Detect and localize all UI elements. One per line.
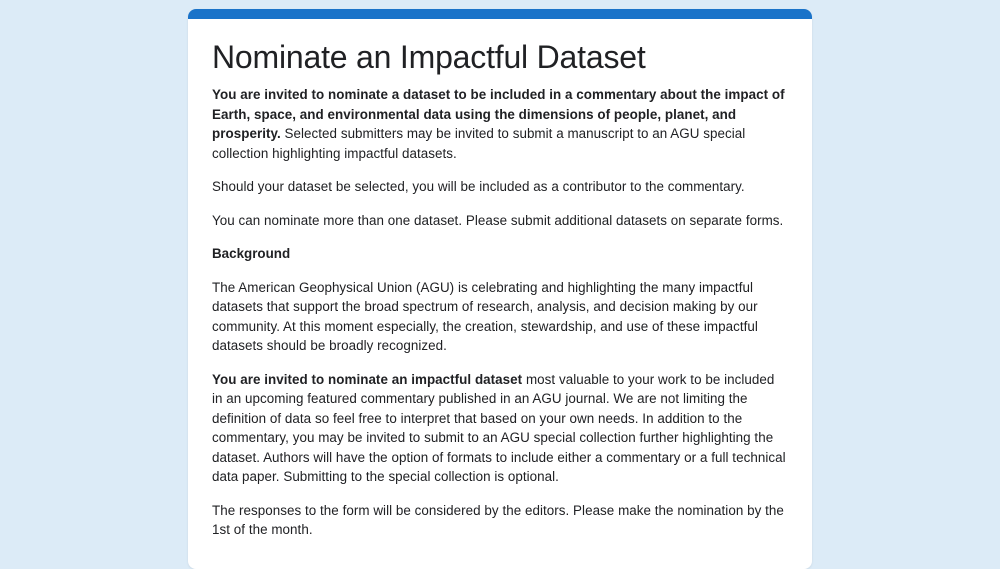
form-header bbox=[188, 19, 812, 540]
form-invite-rest: most valuable to your work to be included in an upcoming featured commentary published in an AGU journal. We are not limiting the definition of data so feel free to interpret that based on your own needs. In addition to the commentary, you may be invited to submit to an AGU special collection further highlighting the dataset. Authors will have the option of formats to include either a commentary or a full technical data paper. Submitting to the special collection is optional. bbox=[212, 371, 786, 484]
form-multiple-note: You can nominate more than one dataset. Please submit additional datasets on separate forms. bbox=[212, 212, 784, 228]
form-intro-rest: Selected submitters may be invited to submit a manuscript to an AGU special collection highlighting impactful datasets. bbox=[212, 126, 746, 161]
form-intro-bold: You are invited to nominate a dataset to be included in a commentary about the impact of Earth, space, and environmental data using the dimensions of people, planet, and prosperity. bbox=[212, 87, 785, 141]
background-heading: Background bbox=[212, 246, 291, 261]
form-title: Nominate an Impactful Dataset bbox=[212, 39, 646, 75]
form-intro bbox=[212, 85, 788, 163]
form-accent-bar bbox=[188, 9, 812, 19]
form-invite-bold: You are invited to nominate an impactful dataset bbox=[212, 371, 523, 387]
form-final-text: The responses to the form will be considered by the editors. Please make the nomination by the 1st of the month. bbox=[212, 502, 784, 537]
form-contributor-note: Should your dataset be selected, you will be included as a contributor to the commentary. bbox=[212, 179, 745, 194]
background-text: The American Geophysical Union (AGU) is celebrating and highlighting the many impactful datasets that support the broad spectrum of research, analysis, and decision making by our community. At this moment especially, the creation, stewardship, and use of these impactful datasets should be broadly recognized. bbox=[212, 279, 758, 353]
form-invite bbox=[212, 370, 788, 487]
form-card bbox=[188, 9, 812, 569]
